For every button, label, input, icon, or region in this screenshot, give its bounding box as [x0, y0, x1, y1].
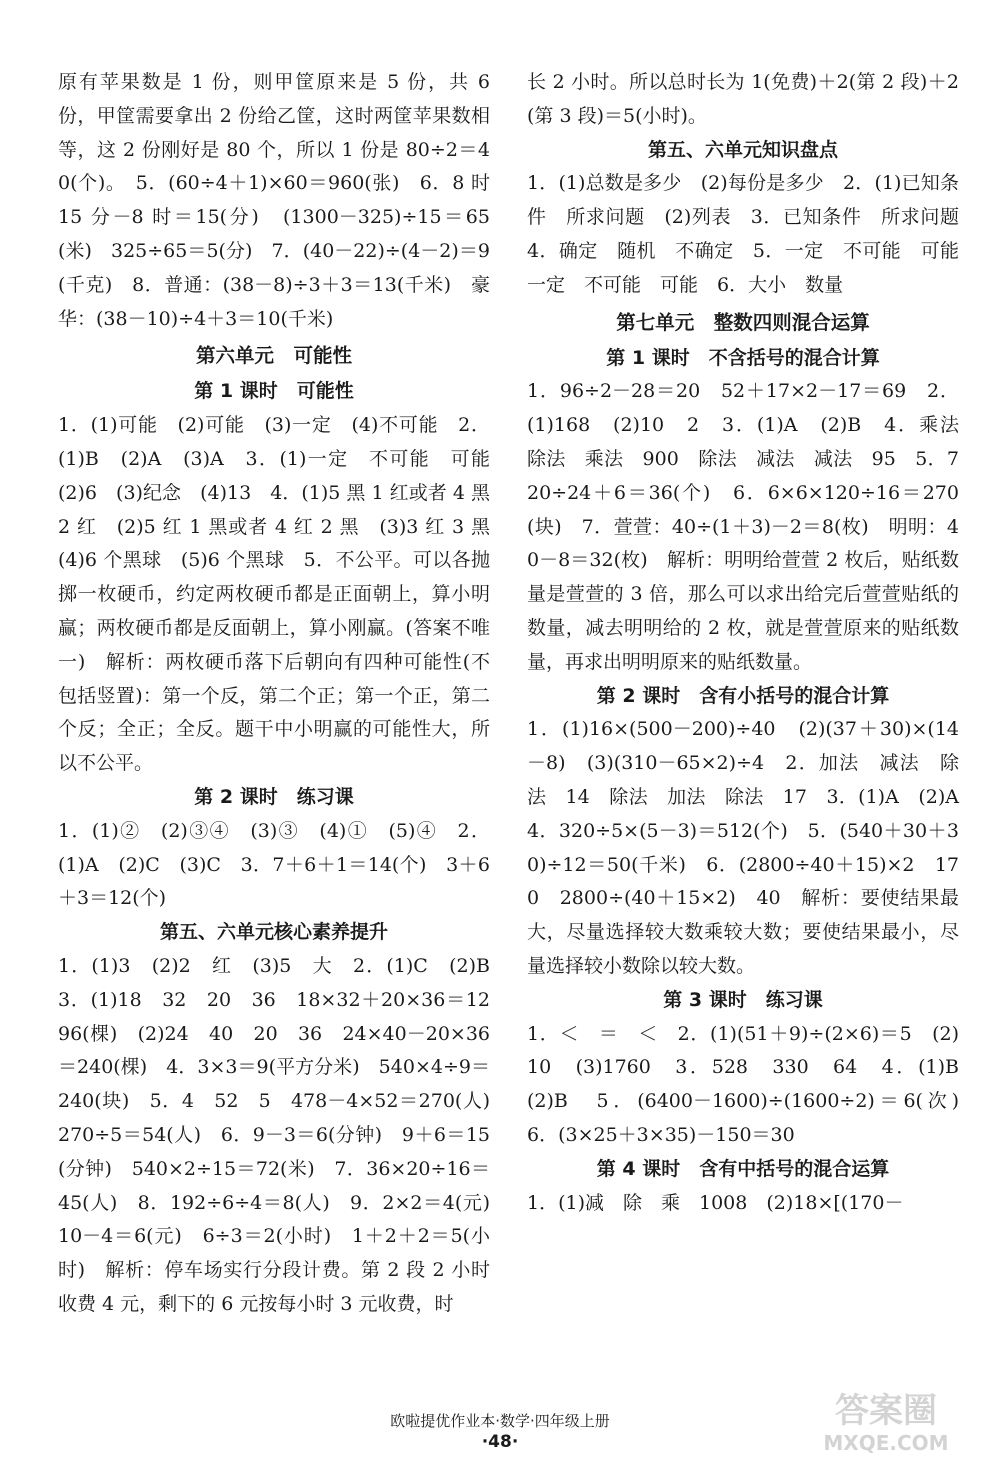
- right-column: [527, 66, 979, 1220]
- left-column: [58, 66, 510, 1322]
- answer-paragraph: 长 2 小时。所以总时长为 1(免费)＋2(第 2 段)＋2(第 3 段)＝5(小时)。: [527, 71, 959, 127]
- answer-paragraph: 1．96÷2－28＝20 52＋17×2－17＝69 2．(1)168 (2)10 2 3．(1)A (2)B 4．乘法 除法 乘法 900 除法 减法 减法 95 5．720÷24＋6＝36(个) 6．6×6×120÷16＝270(块) 7．萱萱：40÷(1＋3)－2＝8(枚) 明明：40－8＝32(枚) 解析：明明给萱萱 2 枚后，贴纸数量是萱萱的 3 倍，那么可以求出给完后萱萱贴纸的数量，减去明明给的 2 枚，就是萱萱原来的贴纸数量，再求出明明原来的贴纸数量。: [527, 380, 979, 673]
- lesson-heading: 第 2 课时 含有小括号的混合计算: [596, 684, 890, 707]
- lesson-heading: 第 1 课时 不含括号的混合计算: [606, 346, 880, 369]
- watermark-text: 答案圈: [835, 1391, 937, 1431]
- lesson-heading: 第 3 课时 练习课: [663, 988, 823, 1011]
- unit-heading: 第六单元 可能性: [195, 344, 352, 368]
- lesson-heading: 第 4 课时 含有中括号的混合运算: [596, 1157, 890, 1180]
- answer-paragraph: 1．(1)3 (2)2 红 (3)5 大 2．(1)C (2)B 3．(1)18 32 20 36 18×32＋20×36＝1296(棵) (2)24 40 20 36 24×40－20×36＝240(棵) 4．3×3＝9(平方分米) 540×4÷9＝240(块) 5．4 52 5 478－4×52＝270(人) 270÷5＝54(人) 6．9－3＝6(分钟) 9＋6＝15(分钟) 540×2÷15＝72(米) 7．36×20÷16＝45(人) 8．192÷6÷4＝8(人) 9．2×2＝4(元) 10－4＝6(元) 6÷3＝2(小时) 1＋2＋2＝5(小时) 解析：停车场实行分段计费。第 2 段 2 小时收费 4 元，剩下的 6 元按每小时 3 元收费，时: [58, 954, 510, 1315]
- answer-paragraph: 1．(1)总数是多少 (2)每份是多少 2．(1)已知条件 所求问题 (2)列表 3．已知条件 所求问题 4．确定 随机 不确定 5．一定 不可能 可能 一定 不可能 可能 6．大小 数量: [527, 172, 979, 296]
- watermark-url: MXQE.COM: [823, 1431, 949, 1455]
- answer-paragraph: 1．(1)② (2)③④ (3)③ (4)① (5)④ 2．(1)A (2)C (3)C 3．7＋6＋1＝14(个) 3＋6＋3＝12(个): [58, 819, 490, 910]
- unit-heading: 第七单元 整数四则混合运算: [616, 310, 870, 334]
- watermark-logo: [786, 1378, 986, 1458]
- answer-paragraph: 1．(1)可能 (2)可能 (3)一定 (4)不可能 2．(1)B (2)A (3)A 3．(1)一定 不可能 可能 (2)6 (3)纪念 (4)13 4．(1)5 黑 1 红或者 4 黑 2 红 (2)5 红 1 黑或者 4 红 2 黑 (3)3 红 3 黑 (4)6 个黑球 (5)6 个黑球 5．不公平。可以各抛掷一枚硬币，约定两枚硬币都是正面朝上，算小明赢；两枚硬币都是反面朝上，算小刚赢。(答案不唯一) 解析：两枚硬币落下后朝向有四种可能性(不包括竖置)：第一个反，第二个正；第一个正，第二个反；全正；全反。题干中小明赢的可能性大，所以不公平。: [58, 414, 510, 775]
- answer-paragraph: 原有苹果数是 1 份，则甲筐原来是 5 份，共 6 份，甲筐需要拿出 2 份给乙筐，这时两筐苹果数相等，这 2 份刚好是 80 个，所以 1 份是 80÷2＝40(个)。 5．(60÷4＋1)×60＝960(张) 6．8 时 15 分－8 时＝15(分) (1300－325)÷15＝65(米) 325÷65＝5(分) 7．(40－22)÷(4－2)＝9(千克) 8．普通：(38－8)÷3＋3＝13(千米) 豪华：(38－10)÷4＋3＝10(千米): [58, 71, 490, 330]
- lesson-heading: 第 1 课时 可能性: [194, 380, 354, 403]
- lesson-heading: 第 2 课时 练习课: [194, 785, 354, 808]
- answer-paragraph: 1．(1)16×(500－200)÷40 (2)(37＋30)×(14－8) (3)(310－65×2)÷4 2．加法 减法 除法 14 除法 加法 除法 17 3．(1)A (2)A 4．320÷5×(5－3)＝512(个) 5．(540＋30＋30)÷12＝50(千米) 6．(2800÷40＋15)×2 170 2800÷(40＋15×2) 40 解析：要使结果最大，尽量选择较大数乘较大数；要使结果最小，尽量选择较小数除以较大数。: [527, 718, 979, 977]
- lesson-heading: 第五、六单元知识盘点: [647, 138, 838, 161]
- answer-paragraph: 1．＜ ＝ ＜ 2．(1)(51＋9)÷(2×6)＝5 (2)10 (3)1760 3．528 330 64 4．(1)B (2)B 5．(6400－1600)÷(1600÷2)＝6(次) 6．(3×25＋3×35)－150＝30: [527, 1022, 979, 1146]
- lesson-heading: 第五、六单元核心素养提升: [159, 921, 388, 944]
- answer-paragraph: 1．(1)减 除 乘 1008 (2)18×[(170－: [527, 1191, 904, 1214]
- footer-book-title: 欧啦提优作业本·数学·四年级上册: [390, 1412, 610, 1430]
- page-number: ·48·: [481, 1432, 519, 1452]
